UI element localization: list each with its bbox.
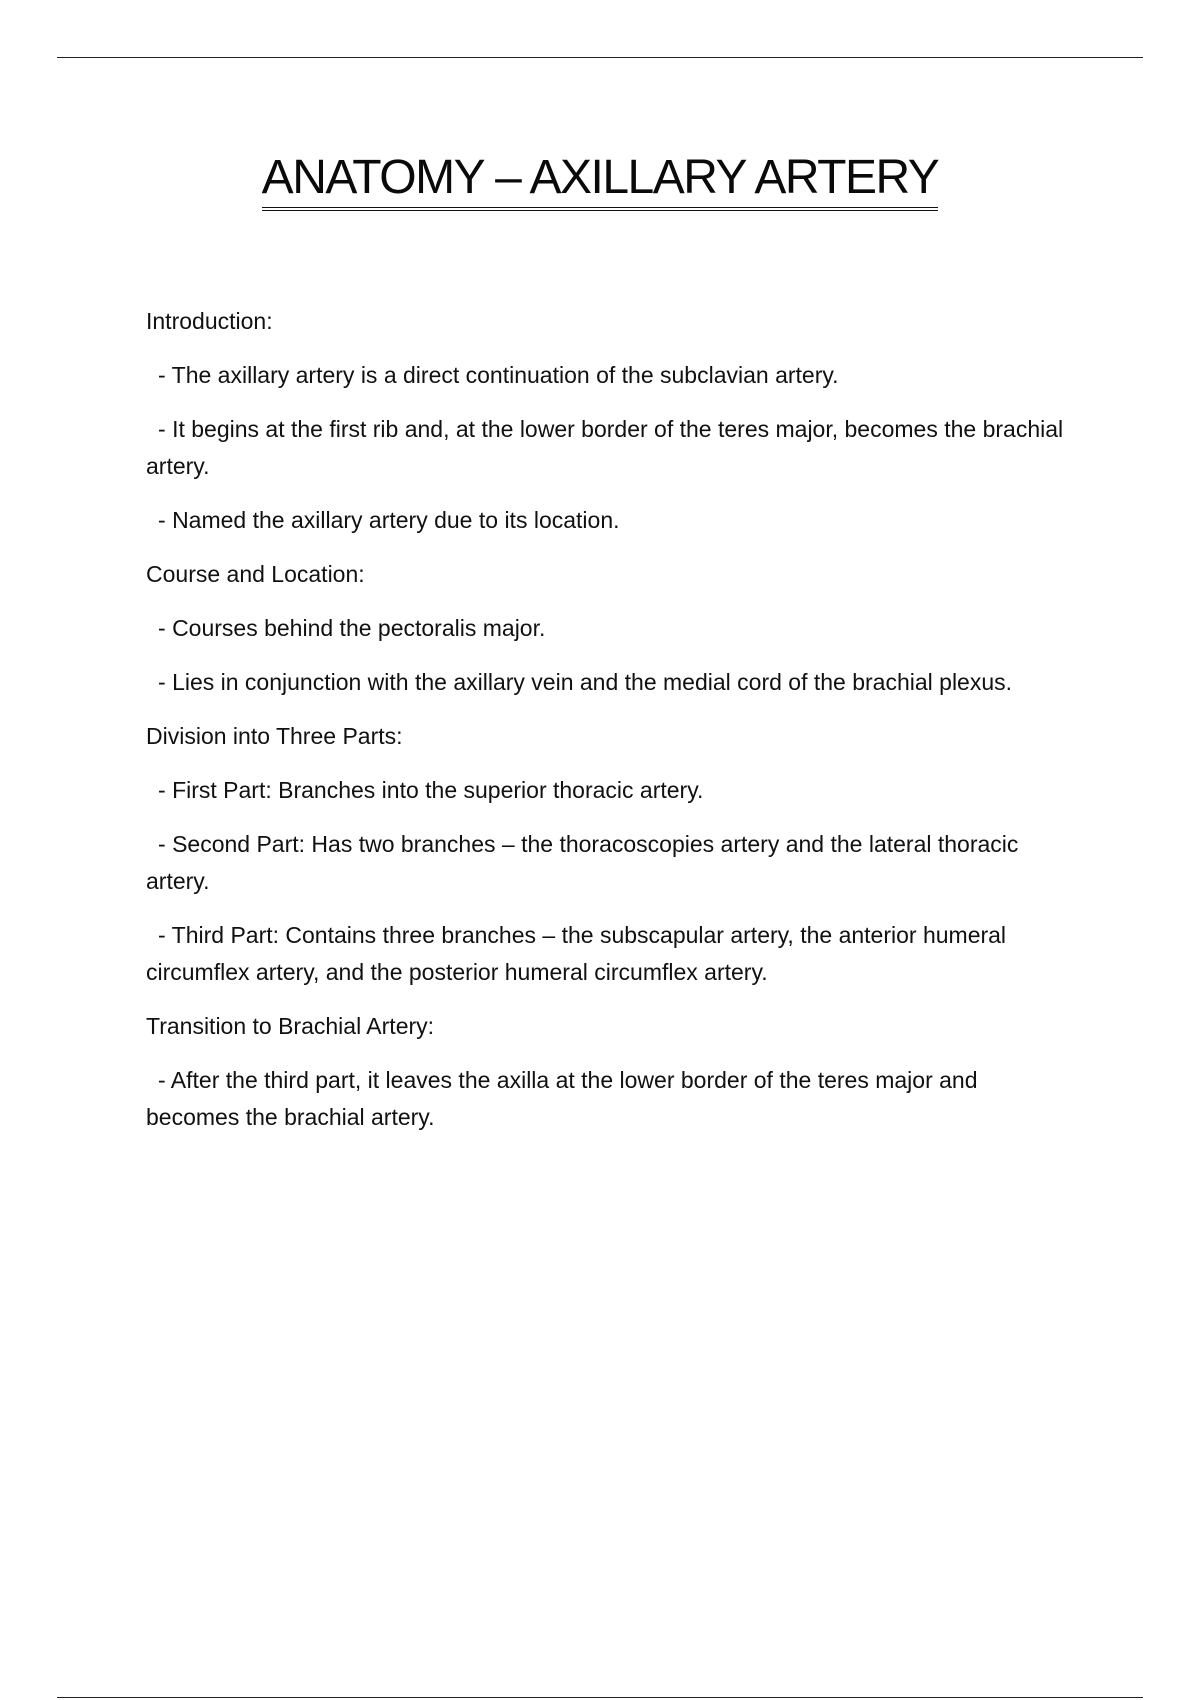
page-title: ANATOMY – AXILLARY ARTERY [262, 152, 939, 211]
bullet-marker: - [158, 669, 166, 695]
bullet-marker: - [158, 416, 166, 442]
bullet-marker: - [158, 362, 166, 388]
section-course-and-location [146, 556, 1066, 701]
bottom-rule [57, 1697, 1143, 1698]
section-heading: Division into Three Parts: [146, 723, 403, 749]
bullet-text: The axillary artery is a direct continuation of the subclavian artery. [171, 362, 839, 388]
bullet-marker: - [158, 831, 166, 857]
bullet-marker: - [158, 777, 166, 803]
bullet-text: Named the axillary artery due to its location. [172, 507, 620, 533]
section-heading: Introduction: [146, 308, 273, 334]
bullet-text: Third Part: Contains three branches – the subscapular artery, the anterior humeral circumflex artery, and the posterior humeral circumflex artery. [146, 922, 1007, 985]
bullet-item [146, 411, 1066, 485]
bullet-text: Lies in conjunction with the axillary vein and the medial cord of the brachial plexus. [172, 669, 1013, 695]
bullet-item [146, 917, 1066, 991]
bullet-marker: - [158, 615, 166, 641]
bullet-text: Courses behind the pectoralis major. [172, 615, 546, 641]
title-container [0, 152, 1200, 211]
section-heading: Transition to Brachial Artery: [146, 1013, 435, 1039]
bullet-text: Second Part: Has two branches – the thoracoscopies artery and the lateral thoracic artery. [146, 831, 1019, 894]
section-division-into-three-parts [146, 718, 1066, 991]
bullet-marker: - [158, 1067, 166, 1093]
top-rule [57, 57, 1143, 58]
section-transition-to-brachial-artery [146, 1008, 1066, 1136]
bullet-item [146, 1062, 1066, 1136]
bullet-item [146, 357, 1066, 394]
bullet-text: First Part: Branches into the superior thoracic artery. [172, 777, 704, 803]
bullet-item [146, 826, 1066, 900]
bullet-text: It begins at the first rib and, at the lower border of the teres major, becomes the brachial artery. [146, 416, 1064, 479]
bullet-item [146, 664, 1066, 701]
bullet-marker: - [158, 507, 166, 533]
bullet-text: After the third part, it leaves the axilla at the lower border of the teres major and becomes the brachial artery. [146, 1067, 978, 1130]
section-heading: Course and Location: [146, 561, 365, 587]
bullet-item [146, 610, 1066, 647]
document-body [146, 303, 1066, 1153]
bullet-marker: - [158, 922, 166, 948]
bullet-item [146, 772, 1066, 809]
section-introduction [146, 303, 1066, 539]
bullet-item [146, 502, 1066, 539]
